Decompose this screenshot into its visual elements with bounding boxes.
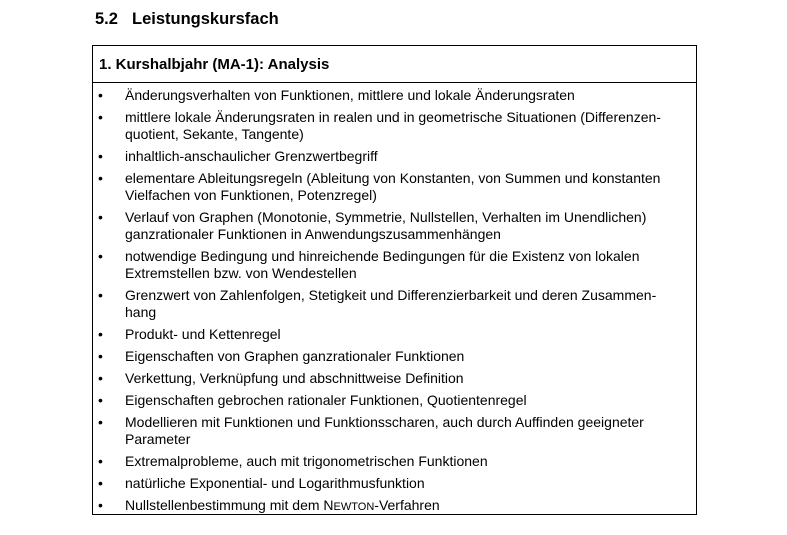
bullet-icon: • — [98, 326, 103, 342]
bullet-icon: • — [98, 109, 103, 125]
topic-line: Produkt- und Kettenregel — [125, 326, 281, 342]
topic-item — [93, 109, 696, 143]
topic-line: natürliche Exponential- und Logarithmusfunktion — [125, 475, 425, 491]
topic-item — [93, 370, 696, 387]
topic-text-suffix: -Verfahren — [374, 497, 440, 513]
topic-list — [93, 83, 696, 516]
topic-line: Verkettung, Verknüpfung und abschnittweise Definition — [125, 370, 464, 386]
bullet-icon: • — [98, 170, 103, 186]
topic-line: Änderungsverhalten von Funktionen, mittlere und lokale Änderungsraten — [125, 87, 575, 103]
topic-line — [125, 497, 688, 516]
bullet-icon: • — [98, 348, 103, 364]
topic-line: Grenzwert von Zahlenfolgen, Stetigkeit und Differenzierbarkeit und deren Zusammen- — [125, 287, 657, 303]
bullet-icon: • — [98, 392, 103, 408]
topic-line: mittlere lokale Änderungsraten in realen und in geometrische Situationen (Differenzen- — [125, 109, 661, 125]
topic-item — [93, 348, 696, 365]
bullet-icon: • — [98, 148, 103, 164]
topic-line: elementare Ableitungsregeln (Ableitung von Konstanten, von Summen und konstanten — [125, 170, 661, 186]
topic-line: Vielfachen von Funktionen, Potenzregel) — [125, 187, 377, 203]
topic-line: Extremalprobleme, auch mit trigonometrischen Funktionen — [125, 453, 488, 469]
topic-item — [93, 453, 696, 470]
topic-item — [93, 326, 696, 343]
box-title: 1. Kurshalbjahr (MA-1): Analysis — [93, 46, 696, 83]
bullet-icon: • — [98, 370, 103, 386]
topic-item — [93, 209, 696, 243]
newton-rest: EWTON — [333, 501, 375, 513]
topic-item — [93, 248, 696, 282]
section-title: Leistungskursfach — [132, 10, 279, 28]
bullet-icon: • — [98, 248, 103, 264]
topic-line: inhaltlich-anschaulicher Grenzwertbegriff — [125, 148, 378, 164]
topic-item — [93, 475, 696, 492]
topic-line: Verlauf von Graphen (Monotonie, Symmetrie, Nullstellen, Verhalten im Unendlichen) — [125, 209, 647, 225]
bullet-icon: • — [98, 475, 103, 491]
topic-item — [93, 148, 696, 165]
bullet-icon: • — [98, 453, 103, 469]
topic-item — [93, 170, 696, 204]
topic-item — [93, 87, 696, 104]
topic-item — [93, 392, 696, 409]
topic-line: Modellieren mit Funktionen und Funktionsscharen, auch durch Auffinden geeigneter — [125, 414, 644, 430]
topic-line: ganzrationaler Funktionen in Anwendungszusammenhängen — [125, 226, 501, 242]
topic-line: notwendige Bedingung und hinreichende Bedingungen für die Existenz von lokalen — [125, 248, 640, 264]
bullet-icon: • — [98, 87, 103, 103]
topic-line: Extremstellen bzw. von Wendestellen — [125, 265, 357, 281]
topic-item — [93, 414, 696, 448]
topic-line: quotient, Sekante, Tangente) — [125, 126, 304, 142]
topic-item — [93, 287, 696, 321]
section-number: 5.2 — [95, 10, 118, 28]
topic-item — [93, 497, 696, 516]
section-heading — [95, 10, 279, 29]
topic-line: hang — [125, 304, 157, 320]
course-content-box — [92, 45, 697, 515]
topic-text: Nullstellenbestimmung mit dem — [125, 497, 324, 513]
topic-line: Parameter — [125, 431, 191, 447]
topic-line: Eigenschaften von Graphen ganzrationaler Funktionen — [125, 348, 465, 364]
bullet-icon: • — [98, 287, 103, 303]
bullet-icon: • — [98, 209, 103, 225]
topic-line: Eigenschaften gebrochen rationaler Funktionen, Quotientenregel — [125, 392, 527, 408]
bullet-icon: • — [98, 497, 103, 513]
bullet-icon: • — [98, 414, 103, 430]
newton-initial: N — [323, 497, 334, 513]
